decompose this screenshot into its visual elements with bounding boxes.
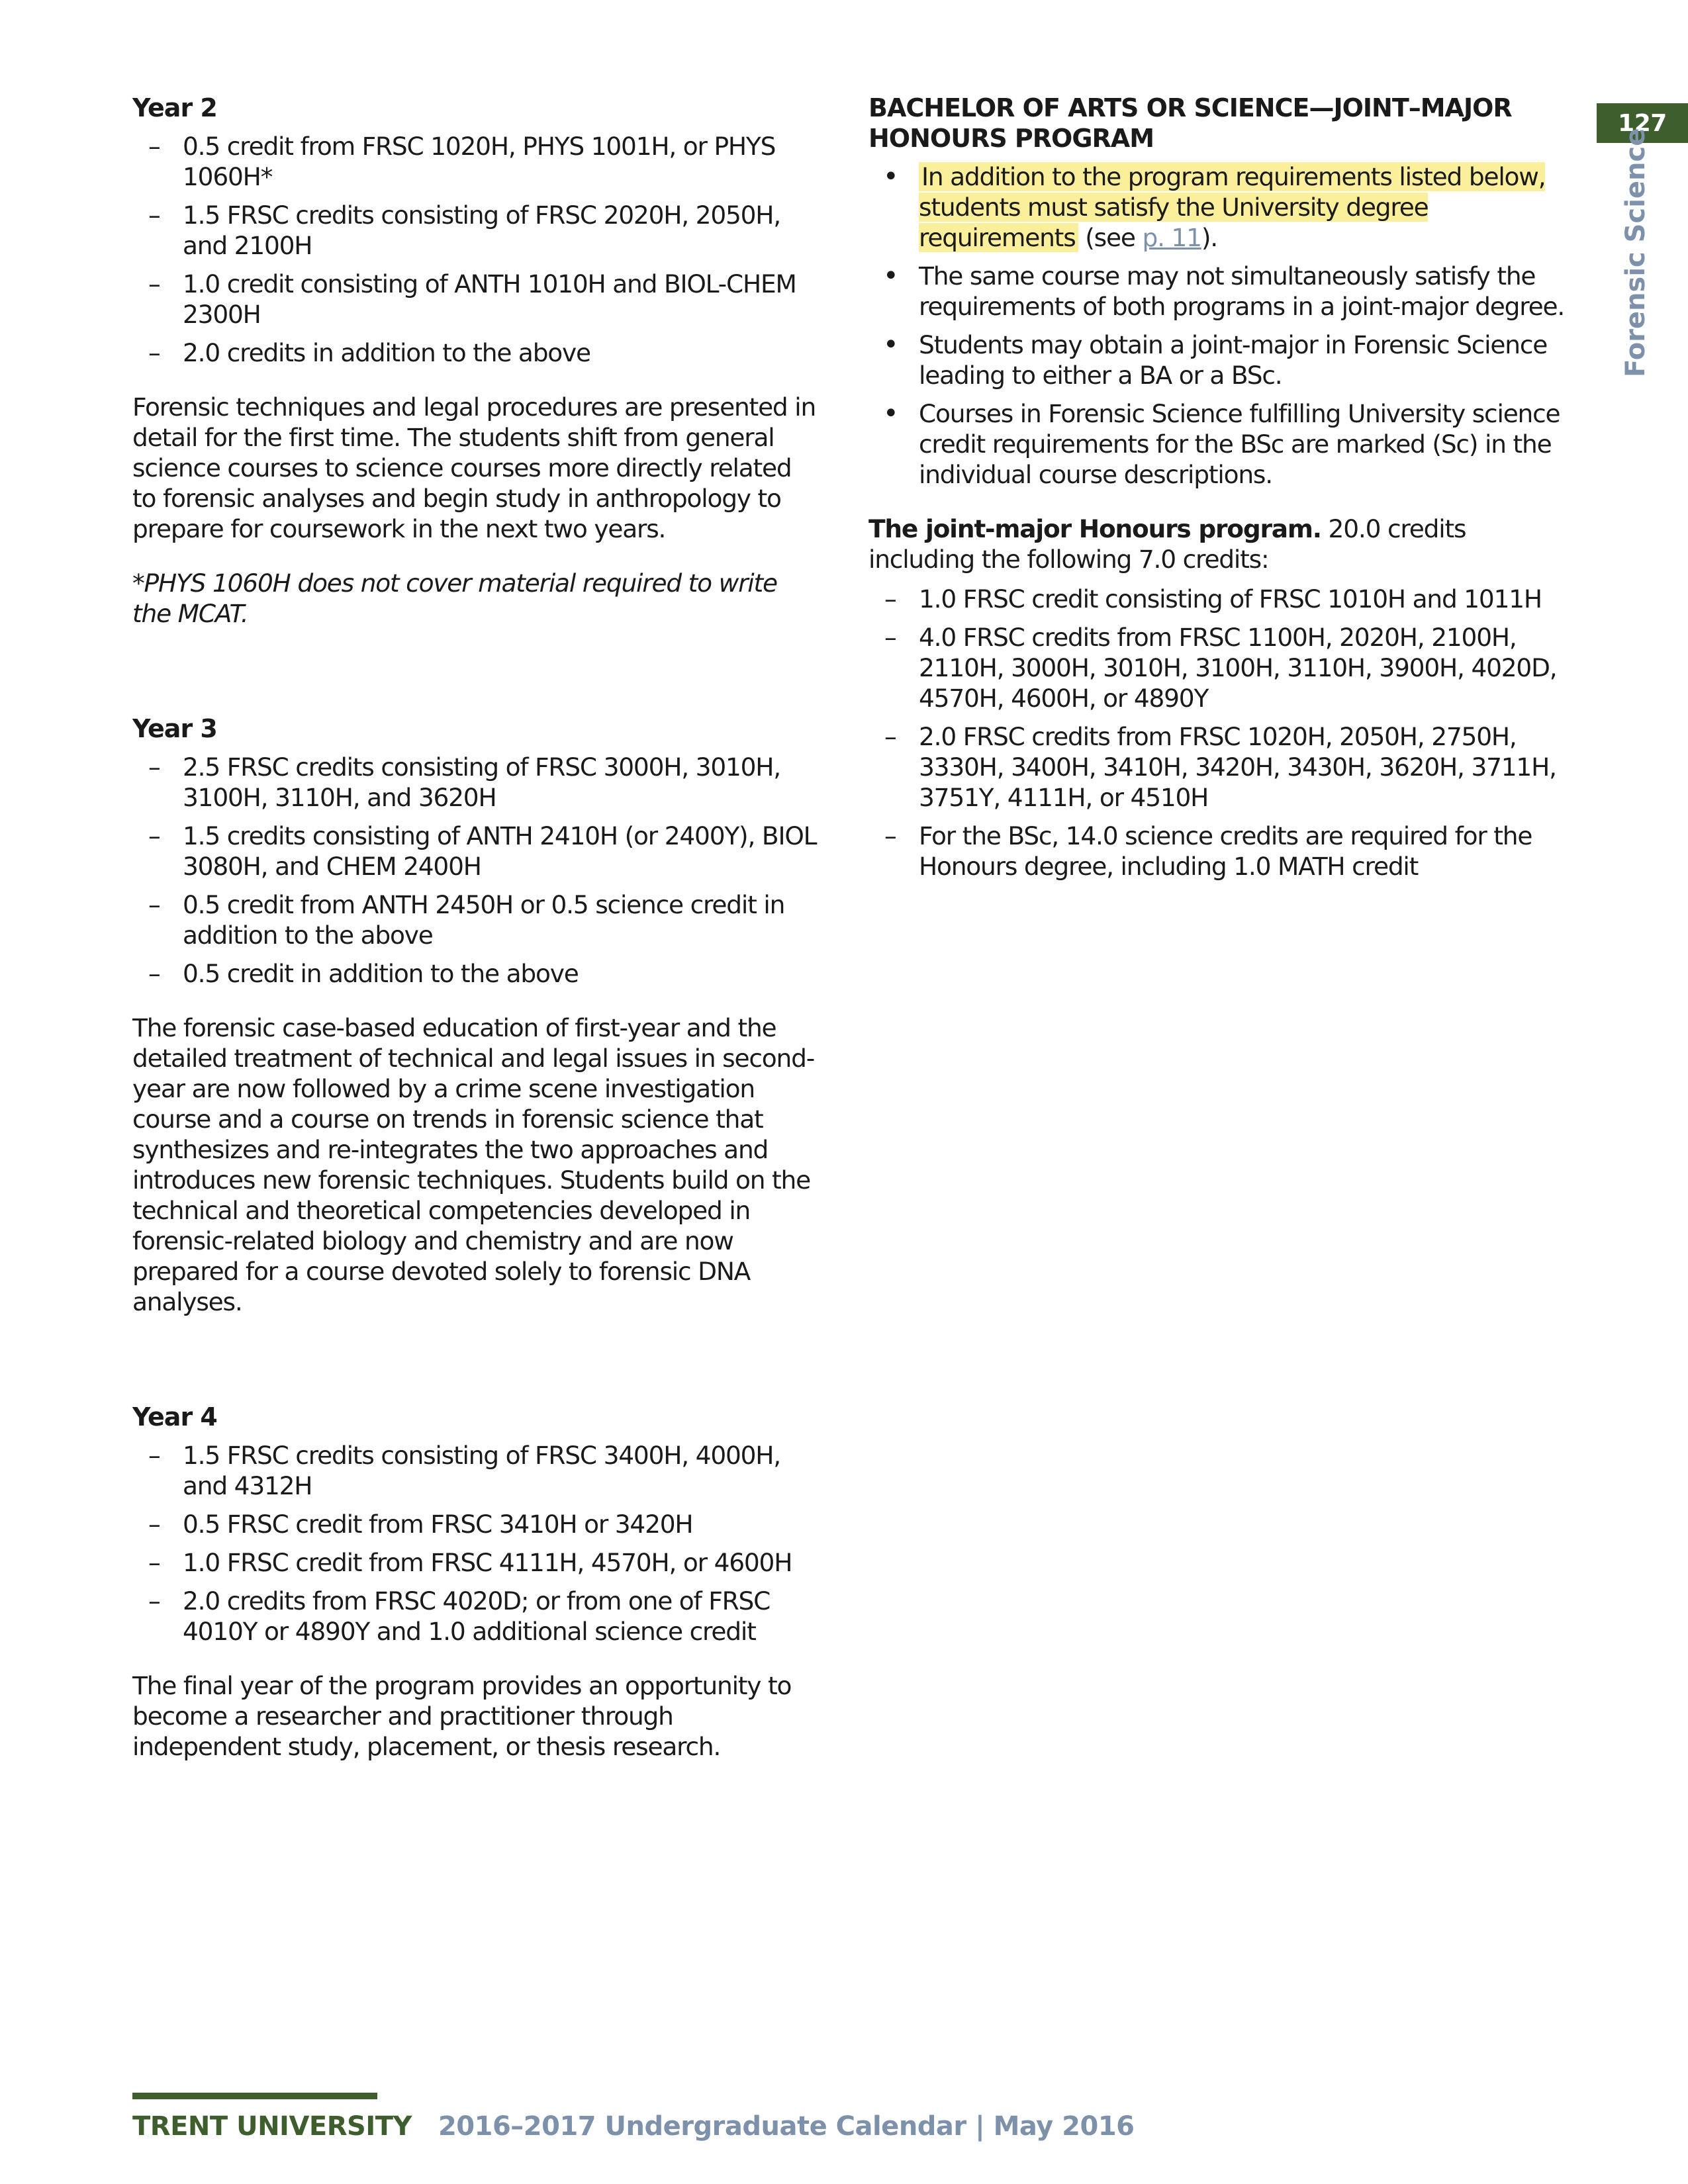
see-suffix: ). <box>1201 223 1218 252</box>
list-item: – For the BSc, 14.0 science credits are required for the Honours degree, including 1.0 MATH credit <box>868 821 1570 882</box>
year-4-list <box>132 1440 821 1647</box>
list-item: – 0.5 FRSC credit from FRSC 3410H or 3420H <box>132 1509 821 1539</box>
list-item: – 1.0 credit consisting of ANTH 1010H and BIOL-CHEM 2300H <box>132 269 821 330</box>
section-side-tab: Forensic Science <box>1620 128 1651 377</box>
left-column <box>132 93 821 1786</box>
list-item: – 0.5 credit from ANTH 2450H or 0.5 science credit in addition to the above <box>132 889 821 950</box>
year-4-heading: Year 4 <box>132 1402 217 1432</box>
year-2-description: Forensic techniques and legal procedures are presented in detail for the first time. The students shift from general science courses to science courses more directly related to forensic analyses and begin study in anthropology to prepare for coursework in the next two years. <box>132 392 816 543</box>
list-item: • Students may obtain a joint-major in Forensic Science leading to either a BA or a BSc. <box>868 330 1570 390</box>
list-item: – 0.5 credit in addition to the above <box>132 958 821 989</box>
year-2-heading: Year 2 <box>132 93 217 122</box>
year-3-list <box>132 752 821 989</box>
joint-major-heading: BACHELOR OF ARTS OR SCIENCE—JOINT–MAJOR HONOURS PROGRAM <box>868 93 1512 153</box>
year-4-description: The final year of the program provides an opportunity to become a researcher and practitioner through independent study, placement, or thesis research. <box>132 1671 792 1761</box>
list-item: – 1.5 FRSC credits consisting of FRSC 3400H, 4000H, and 4312H <box>132 1440 821 1501</box>
right-column <box>868 93 1570 905</box>
program-list <box>868 584 1570 882</box>
see-prefix: (see <box>1078 223 1143 252</box>
year-3-description: The forensic case-based education of first-year and the detailed treatment of technical and legal issues in second-year are now followed by a crime scene investigation course and a course on trends in forensic science that synthesizes and re-integrates the two approaches and introduces new forensic techniques. Students build on the technical and theoretical competencies developed in forensic-related biology and chemistry and are now prepared for a course devoted solely to forensic DNA analyses. <box>132 1013 815 1316</box>
list-item: – 2.0 credits from FRSC 4020D; or from one of FRSC 4010Y or 4890Y and 1.0 additional science credit <box>132 1586 821 1647</box>
list-item <box>868 161 1570 253</box>
list-item: – 1.0 FRSC credit from FRSC 4111H, 4570H, or 4600H <box>132 1547 821 1578</box>
list-item: – 0.5 credit from FRSC 1020H, PHYS 1001H, or PHYS 1060H* <box>132 131 821 192</box>
page-number-badge: 127 <box>1597 103 1688 143</box>
year-4-section <box>132 1402 821 1762</box>
program-lead: The joint-major Honours program. <box>868 514 1321 543</box>
list-item: • Courses in Forensic Science fulfilling University science credit requirements for the BSc are marked (Sc) in the individual course descriptions. <box>868 398 1570 490</box>
program-description <box>868 514 1570 574</box>
list-item: – 4.0 FRSC credits from FRSC 1100H, 2020H, 2100H, 2110H, 3000H, 3010H, 3100H, 3110H, 3900H, 4020D, 4570H, 4600H, or 4890Y <box>868 622 1570 713</box>
list-item: – 2.0 credits in addition to the above <box>132 338 821 368</box>
year-3-heading: Year 3 <box>132 714 217 743</box>
program-desc: 20.0 credits including the following 7.0 credits: <box>868 514 1466 574</box>
year-2-footnote: *PHYS 1060H does not cover material required to write the MCAT. <box>132 569 777 628</box>
year-3-section <box>132 713 821 1317</box>
footer-calendar: 2016–2017 Undergraduate Calendar | May 2016 <box>438 2111 1135 2142</box>
highlighted-text: In addition to the program requirements listed below, students must satisfy the University degree requirements <box>919 162 1546 252</box>
list-item: • The same course may not simultaneously satisfy the requirements of both programs in a joint-major degree. <box>868 261 1570 322</box>
year-2-list <box>132 131 821 368</box>
page-footer <box>132 2111 1135 2142</box>
list-item: – 1.5 credits consisting of ANTH 2410H (or 2400Y), BIOL 3080H, and CHEM 2400H <box>132 821 821 882</box>
list-item: – 2.5 FRSC credits consisting of FRSC 3000H, 3010H, 3100H, 3110H, and 3620H <box>132 752 821 813</box>
footer-divider <box>132 2093 377 2099</box>
page-link[interactable]: p. 11 <box>1142 223 1201 252</box>
footer-university: TRENT UNIVERSITY <box>132 2111 412 2142</box>
year-2-section <box>132 93 821 629</box>
list-item: – 2.0 FRSC credits from FRSC 1020H, 2050H, 2750H, 3330H, 3400H, 3410H, 3420H, 3430H, 3620H, 3711H, 3751Y, 4111H, or 4510H <box>868 721 1570 813</box>
list-item: – 1.0 FRSC credit consisting of FRSC 1010H and 1011H <box>868 584 1570 614</box>
joint-major-bullets <box>868 161 1570 490</box>
list-item: – 1.5 FRSC credits consisting of FRSC 2020H, 2050H, and 2100H <box>132 200 821 261</box>
